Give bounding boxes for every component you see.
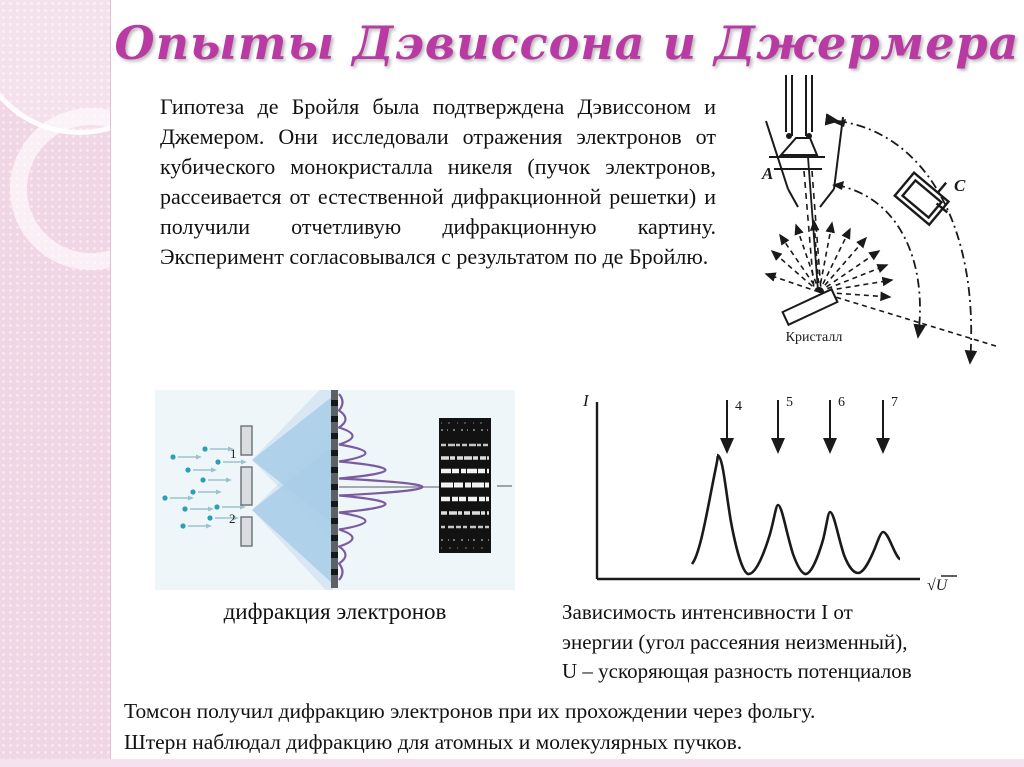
collector-label: C [954, 176, 966, 195]
intensity-curve [692, 455, 900, 574]
crystal-label: Кристалл [785, 330, 843, 345]
decorative-sidebar [0, 0, 111, 767]
peak-label-4: 4 [735, 399, 742, 414]
gun-label: A [762, 164, 774, 183]
slit1-label: 1 [230, 446, 237, 461]
detector-arc-paths [836, 121, 971, 363]
arc-arrowhead [834, 119, 846, 127]
bottom-accent-strip [0, 759, 1024, 767]
peak-label-7: 7 [891, 395, 898, 410]
footer-text [124, 696, 1024, 758]
y-axis-label: I [583, 391, 589, 410]
davisson-germer-apparatus-diagram [722, 75, 1024, 387]
scattered-electron-rays [766, 221, 999, 347]
slit2-label: 2 [229, 511, 236, 526]
graph-caption-line: энергии (угол рассеяния неизменный), [562, 629, 908, 654]
left-figure-caption: дифракция электронов [223, 599, 447, 624]
peak-arrows [727, 400, 883, 452]
electron-diffraction-figure [155, 390, 515, 590]
graph-caption [562, 598, 1017, 687]
peak-label-6: 6 [838, 395, 845, 410]
crystal [783, 289, 843, 345]
footer-line: Штерн наблюдал дифракцию для атомных и молекулярных пучков. [124, 730, 743, 754]
diffraction-photo [439, 418, 491, 553]
body-paragraph: Гипотеза де Бройля была подтверждена Дэвиссоном и Джемером. Они исследовали отражения электронов от кубического монокристалла никеля (пучок электронов, рассеивается от естественной дифракционной решетки) и получили отчетливую дифракционную картину. Эксперимент согласовывался с результатом по де Бройлю. [160, 94, 716, 269]
slide-title: Опыты Дэвиссона и Джермера [114, 16, 1020, 70]
intensity-graph [565, 382, 965, 595]
x-axis-label: √U [927, 577, 948, 594]
graph-caption-line: Зависимость интенсивности I от [562, 600, 853, 624]
detection-screen [331, 390, 338, 588]
sidebar-ring-decoration [10, 108, 111, 270]
footer-line: Томсон получил дифракцию электронов при их прохождении через фольгу. [124, 699, 816, 723]
electron-gun [766, 75, 843, 207]
graph-caption-line: U – ускоряющая разность потенциалов [562, 659, 912, 683]
peak-label-5: 5 [786, 395, 793, 410]
